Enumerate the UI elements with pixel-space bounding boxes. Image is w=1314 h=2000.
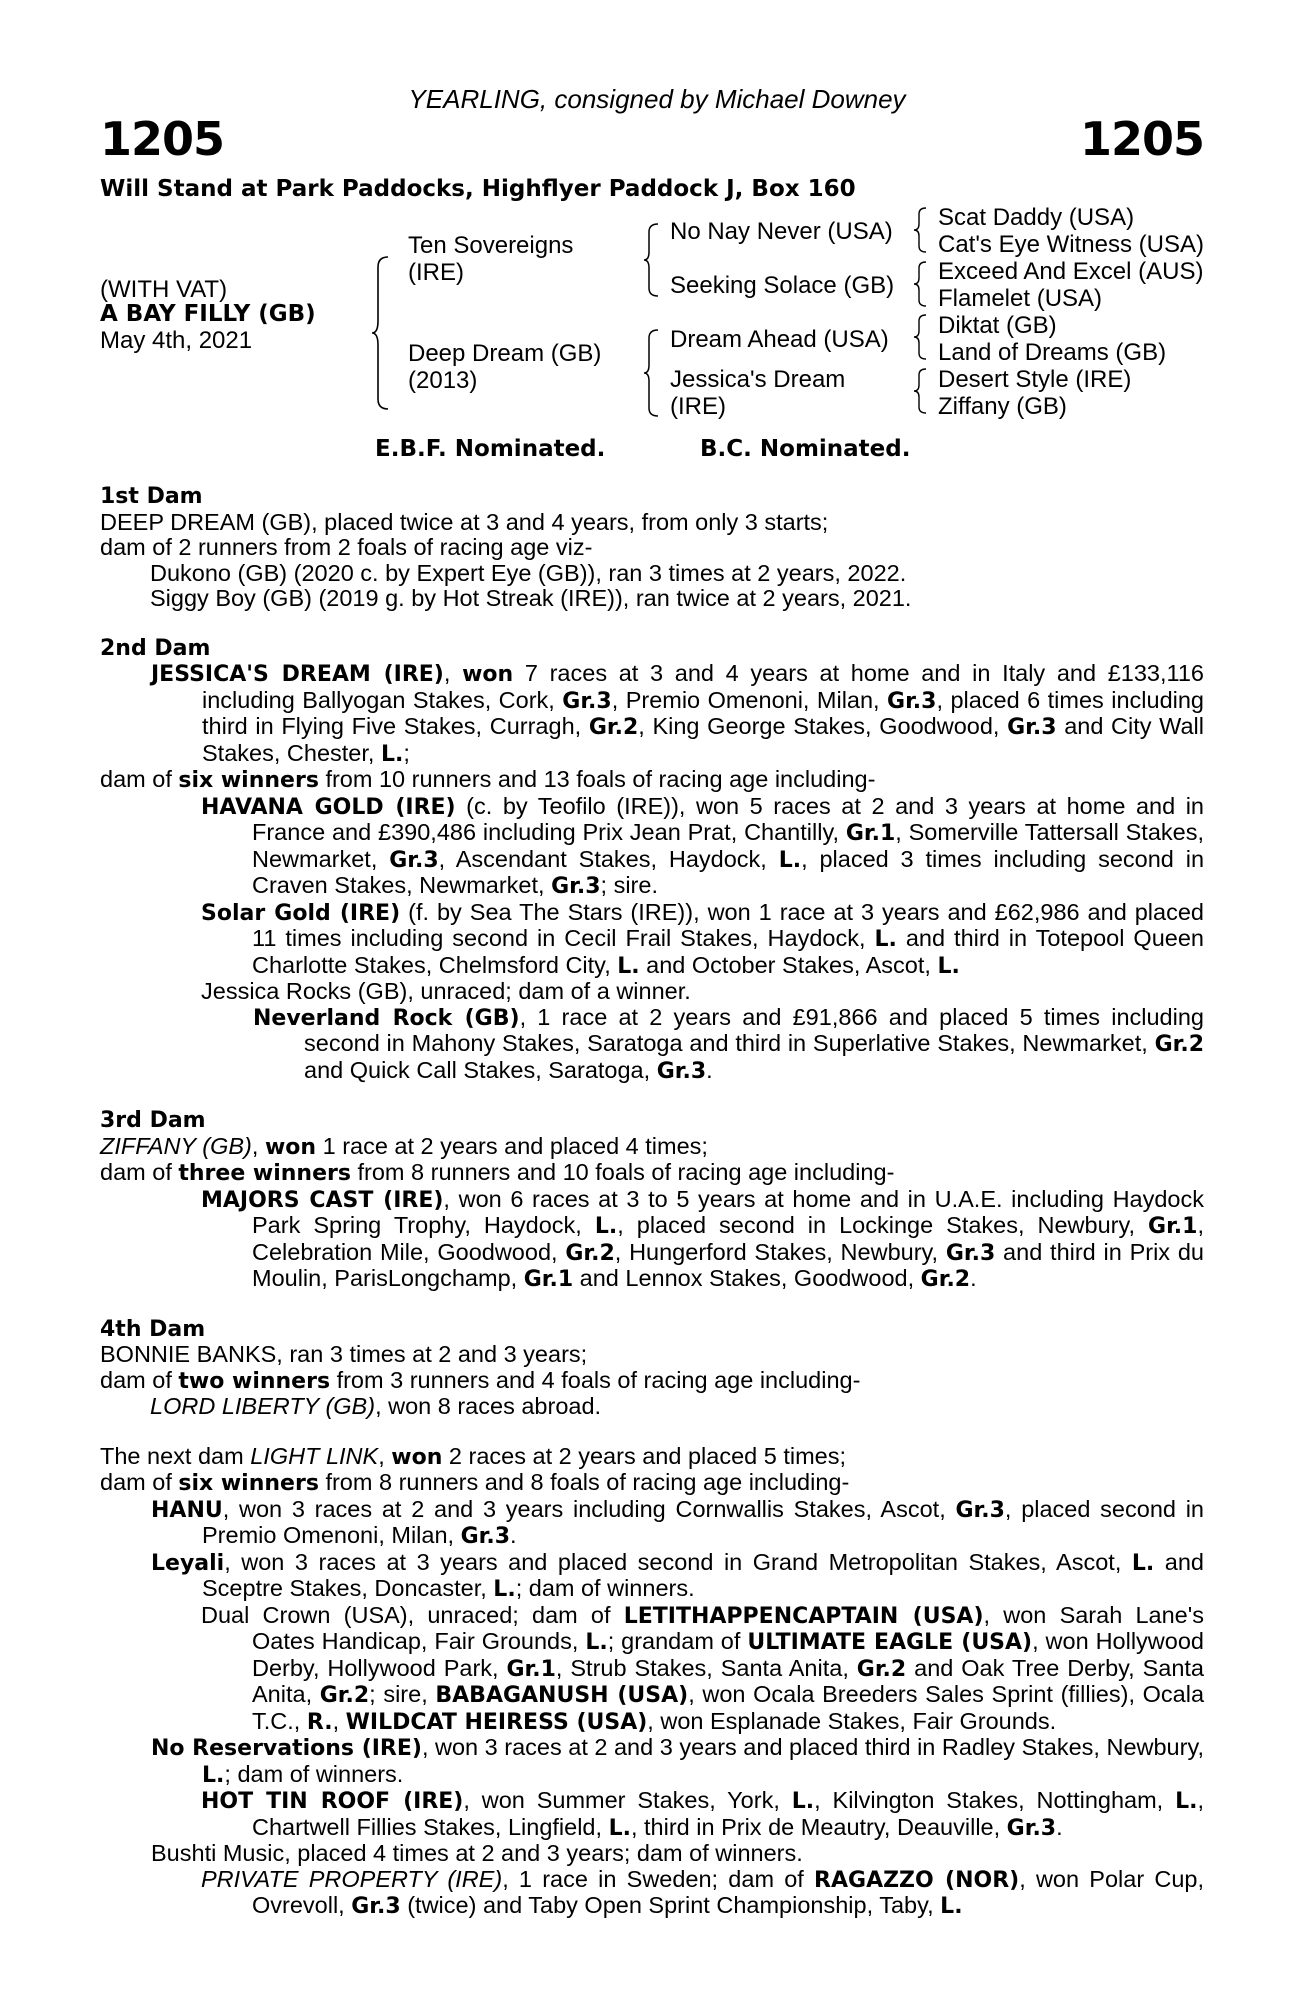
second-dam-produce: dam of six winners from 10 runners and 13 foals of racing age including- bbox=[100, 766, 876, 793]
vat-note: (WITH VAT) bbox=[100, 276, 228, 303]
progeny-line: HOT TIN ROOF (IRE), won Summer Stakes, York, L., Kilvington Stakes, Nottingham, L., Chartwell Fillies Stakes, Lingfield, L., third in Prix de Meautry, Deauville, Gr.3. bbox=[201, 1787, 1204, 1841]
progeny-line: PRIVATE PROPERTY (IRE), 1 race in Sweden; dam of RAGAZZO (NOR), won Polar Cup, Ovrevoll, Gr.3 (twice) and Taby Open Sprint Championship, Taby, L. bbox=[201, 1865, 1204, 1919]
dam-sire-dam: Land of Dreams (GB) bbox=[938, 339, 1167, 366]
progeny-line: No Reservations (IRE), won 3 races at 2 and 3 years and placed third in Radley Stakes, Newbury, L.; dam of winners. bbox=[151, 1734, 1204, 1788]
sire-origin: (IRE) bbox=[408, 259, 464, 286]
pedigree-brace-sire bbox=[642, 222, 660, 298]
dam-dam-sire: Desert Style (IRE) bbox=[938, 366, 1132, 393]
first-dam-entry: DEEP DREAM (GB), placed twice at 3 and 4 years, from only 3 starts; bbox=[100, 508, 829, 535]
lot-number-right: 1205 bbox=[1079, 112, 1204, 166]
second-dam-heading: 2nd Dam bbox=[100, 635, 211, 661]
fourth-dam-heading: 4th Dam bbox=[100, 1316, 206, 1342]
progeny-line: Bushti Music, placed 4 times at 2 and 3 years; dam of winners. bbox=[151, 1840, 803, 1866]
progeny-line: Solar Gold (IRE) (f. by Sea The Stars (IRE)), won 1 race at 3 years and £62,986 and placed 11 times including second in Cecil Frail Stakes, Haydock, L. and third in Totepool Queen Charlotte Stakes, Chelmsford City, L. and October Stakes, Ascot, L. bbox=[201, 898, 1204, 979]
progeny-line: Neverland Rock (GB), 1 race at 2 years and £91,866 and placed 5 times including second in Mahony Stakes, Saratoga and third in Superlative Stakes, Newmarket, Gr.2 and Quick Call Stakes, Saratoga, Gr.3. bbox=[253, 1003, 1204, 1084]
sire-sire-sire: Scat Daddy (USA) bbox=[938, 204, 1135, 231]
progeny-line: HAVANA GOLD (IRE) (c. by Teofilo (IRE)), won 5 races at 2 and 3 years at home and in France and £390,486 including Prix Jean Prat, Chantilly, Gr.1, Somerville Tattersall Stakes, Newmarket, Gr.3, Ascendant Stakes, Haydock, L., placed 3 times including second in Craven Stakes, Newmarket, Gr.3; sire. bbox=[201, 792, 1205, 899]
progeny-line: Siggy Boy (GB) (2019 g. by Hot Streak (IRE)), ran twice at 2 years, 2021. bbox=[150, 585, 912, 611]
fourth-dam-produce: dam of two winners from 3 runners and 4 foals of racing age including- bbox=[100, 1366, 861, 1394]
pedigree-brace-sd bbox=[912, 260, 928, 308]
second-dam-entry: JESSICA'S DREAM (IRE), won 7 races at 3 and 4 years at home and in Italy and £133,116 including Ballyogan Stakes, Cork, Gr.3, Premio Omenoni, Milan, Gr.3, placed 6 times including third in Flying Five Stakes, Curragh, Gr.2, King George Stakes, Goodwood, Gr.3 and City Wall Stakes, Chester, L.; bbox=[151, 660, 1205, 767]
sire-dam-sire: Exceed And Excel (AUS) bbox=[938, 258, 1204, 285]
sire-dam-dam: Flamelet (USA) bbox=[938, 285, 1103, 312]
bc-nomination: B.C. Nominated. bbox=[700, 436, 911, 462]
catalogue-body bbox=[100, 484, 1204, 1920]
pedigree-brace-dd bbox=[912, 367, 928, 415]
fourth-dam-entry: BONNIE BANKS, ran 3 times at 2 and 3 years; bbox=[100, 1341, 588, 1367]
dam-sire-sire: Diktat (GB) bbox=[938, 312, 1057, 339]
dam-year: (2013) bbox=[408, 367, 478, 394]
dam-sire: Dream Ahead (USA) bbox=[670, 326, 889, 353]
sire-name: Ten Sovereigns bbox=[408, 232, 574, 259]
dam-dam-origin: (IRE) bbox=[670, 393, 726, 420]
horse-name: A BAY FILLY (GB) bbox=[100, 301, 316, 327]
progeny-line: Leyali, won 3 races at 3 years and placed second in Grand Metropolitan Stakes, Ascot, L. and Sceptre Stakes, Doncaster, L.; dam of winners. bbox=[151, 1548, 1204, 1602]
horse-dob: May 4th, 2021 bbox=[100, 327, 253, 354]
dam-dam-name: Jessica's Dream bbox=[670, 366, 846, 393]
progeny-line: MAJORS CAST (IRE), won 6 races at 3 to 5 years at home and in U.A.E. including Haydock Park Spring Trophy, Haydock, L., placed second in Lockinge Stakes, Newbury, Gr.1, Celebration Mile, Goodwood, Gr.2, Hungerford Stakes, Newbury, Gr.3 and third in Prix du Moulin, ParisLongchamp, Gr.1 and Lennox Stakes, Goodwood, Gr.2. bbox=[201, 1185, 1204, 1292]
pedigree-brace-ds bbox=[912, 313, 928, 361]
ebf-nomination: E.B.F. Nominated. bbox=[375, 436, 606, 462]
first-dam-produce: dam of 2 runners from 2 foals of racing age viz- bbox=[100, 534, 593, 560]
sire-sire: No Nay Never (USA) bbox=[670, 218, 893, 245]
next-dam-entry: The next dam LIGHT LINK, won 2 races at 2 years and placed 5 times; bbox=[100, 1442, 847, 1470]
first-dam-heading: 1st Dam bbox=[100, 484, 203, 509]
pedigree-brace-dam bbox=[642, 328, 660, 418]
third-dam-heading: 3rd Dam bbox=[100, 1108, 206, 1133]
progeny-line: Dual Crown (USA), unraced; dam of LETITHAPPENCAPTAIN (USA), won Sarah Lane's Oates Handicap, Fair Grounds, L.; grandam of ULTIMATE EAGLE (USA), won Hollywood Derby, Hollywood Park, Gr.1, Strub Stakes, Santa Anita, Gr.2 and Oak Tree Derby, Santa Anita, Gr.2; sire, BABAGANUSH (USA), won Ocala Breeders Sales Sprint (fillies), Ocala T.C., R., WILDCAT HEIRESS (USA), won Esplanade Stakes, Fair Grounds. bbox=[201, 1601, 1205, 1735]
dam-name: Deep Dream (GB) bbox=[408, 340, 602, 367]
sire-sire-dam: Cat's Eye Witness (USA) bbox=[938, 231, 1204, 258]
consignor-subtitle: YEARLING, consigned by Michael Downey bbox=[408, 84, 906, 114]
third-dam-produce: dam of three winners from 8 runners and 10 foals of racing age including- bbox=[100, 1159, 895, 1186]
third-dam-entry: ZIFFANY (GB), won 1 race at 2 years and placed 4 times; bbox=[100, 1132, 708, 1160]
progeny-line: Jessica Rocks (GB), unraced; dam of a winner. bbox=[201, 978, 691, 1004]
stand-location: Will Stand at Park Paddocks, Highflyer Paddock J, Box 160 bbox=[100, 176, 856, 202]
progeny-line: HANU, won 3 races at 2 and 3 years including Cornwallis Stakes, Ascot, Gr.3, placed second in Premio Omenoni, Milan, Gr.3. bbox=[151, 1495, 1204, 1549]
next-dam-produce: dam of six winners from 8 runners and 8 foals of racing age including- bbox=[100, 1469, 850, 1496]
progeny-line: Dukono (GB) (2020 c. by Expert Eye (GB)), ran 3 times at 2 years, 2022. bbox=[150, 559, 907, 586]
pedigree-brace-main bbox=[370, 255, 390, 411]
pedigree-brace-ss bbox=[912, 206, 928, 254]
progeny-line: LORD LIBERTY (GB), won 8 races abroad. bbox=[150, 1393, 602, 1419]
dam-dam-dam: Ziffany (GB) bbox=[938, 393, 1067, 420]
lot-number-left: 1205 bbox=[100, 112, 225, 166]
sire-dam: Seeking Solace (GB) bbox=[670, 272, 895, 299]
